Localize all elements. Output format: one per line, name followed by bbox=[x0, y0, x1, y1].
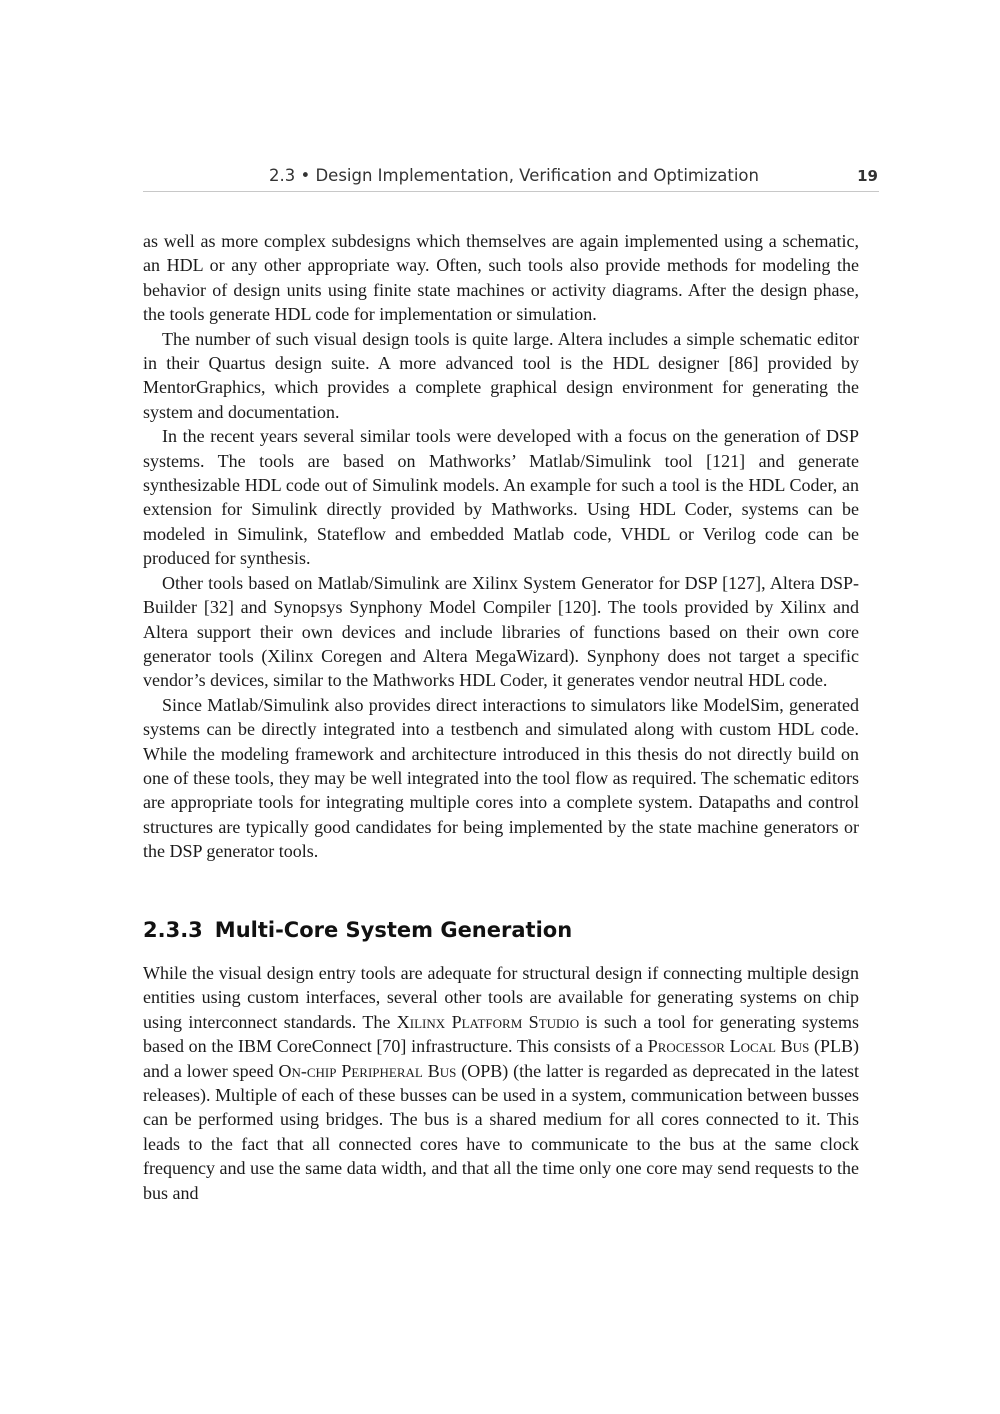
text-run: (PLB) and a lower speed bbox=[143, 1036, 860, 1081]
term-processor-local-bus: Processor Local Bus bbox=[647, 1036, 810, 1057]
text-run: is such a tool for generating systems based on the IBM CoreConnect [70] infrastructure. This consists of a bbox=[143, 1011, 859, 1057]
header-section-title: 2.3 • Design Implementation, Verification and Optimization bbox=[269, 166, 759, 185]
section-number: 2.3.3 bbox=[143, 918, 203, 942]
paragraph-multicore bbox=[143, 961, 859, 1205]
paragraph-simulators: Since Matlab/Simulink also provides direct interactions to simulators like ModelSim, generated systems can be directly integrated into a testbench and simulated along with custom HDL code. While the modeling framework and architecture introduced in this thesis do not directly build on one of these tools, they may be well integrated into the tool flow as required. The schematic editors are appropriate tools for integrating multiple cores into a complete system. Datapaths and control structures are typically good candidates for being implemented by the state machine generators or the DSP generator tools. bbox=[143, 694, 859, 862]
paragraph-dsp-tools: In the recent years several similar tools were developed with a focus on the generation of DSP systems. The tools are based on Mathworks’ Matlab/Simulink tool [121] and generate synthesizable HDL code out of Simulink models. An example for such a tool is the HDL Coder, an extension for Simulink directly provided by Mathworks. Using HDL Coder, systems can be modeled in Simulink, Stateflow and embedded Matlab code, VHDL or Verilog code can be produced for synthesis. bbox=[143, 426, 859, 569]
running-header bbox=[143, 164, 879, 192]
page-number: 19 bbox=[857, 167, 878, 185]
body-text-upper bbox=[143, 229, 859, 864]
text-run: While the visual design entry tools are adequate for structural design if connecting multiple design entities using custom interfaces, several other tools are available for generating systems on chip using interconnect standards. The bbox=[143, 963, 859, 1032]
paragraph-visual-tools: The number of such visual design tools is quite large. Altera includes a simple schematic editor in their Quartus design suite. A more advanced tool is the HDL designer [86] provided by MentorGraphics, which provides a complete graphical design environment for generating the system and documentation. bbox=[143, 328, 859, 422]
term-xilinx-platform-studio: Xilinx Platform Studio bbox=[396, 1011, 580, 1032]
term-on-chip-peripheral-bus: On-chip Peripheral Bus bbox=[278, 1060, 457, 1081]
section-heading bbox=[143, 918, 859, 942]
paragraph-continuation: as well as more complex subdesigns which themselves are again implemented using a schematic, an HDL or any other appropriate way. Often, such tools also provide methods for modeling the behavior of design units using finite state machines or activity diagrams. After the design phase, the tools generate HDL code for implementation or simulation. bbox=[143, 231, 859, 325]
section-title: Multi-Core System Generation bbox=[214, 918, 573, 942]
body-text-lower bbox=[143, 961, 859, 1205]
paragraph-matlab-tools: Other tools based on Matlab/Simulink are Xilinx System Generator for DSP [127], Altera DSP-Builder [32] and Synopsys Synphony Model Compiler [120]. The tools provided by Xilinx and Altera support their own devices and include libraries of functions based on their own core generator tools (Xilinx Coregen and Altera MegaWizard). Synphony does not target a specific vendor’s devices, similar to the Mathworks HDL Coder, it generates vendor neutral HDL code. bbox=[143, 572, 859, 691]
text-run: (OPB) (the latter is regarded as deprecated in the latest releases). Multiple of each of these busses can be used in a system, communication between busses can be performed using bridges. The bus is a shared medium for all cores connected to it. This leads to the fact that all connected cores have to communicate to the bus at the same clock frequency and use the same data width, and that all the time only one core may send requests to the bus and bbox=[143, 1060, 860, 1203]
